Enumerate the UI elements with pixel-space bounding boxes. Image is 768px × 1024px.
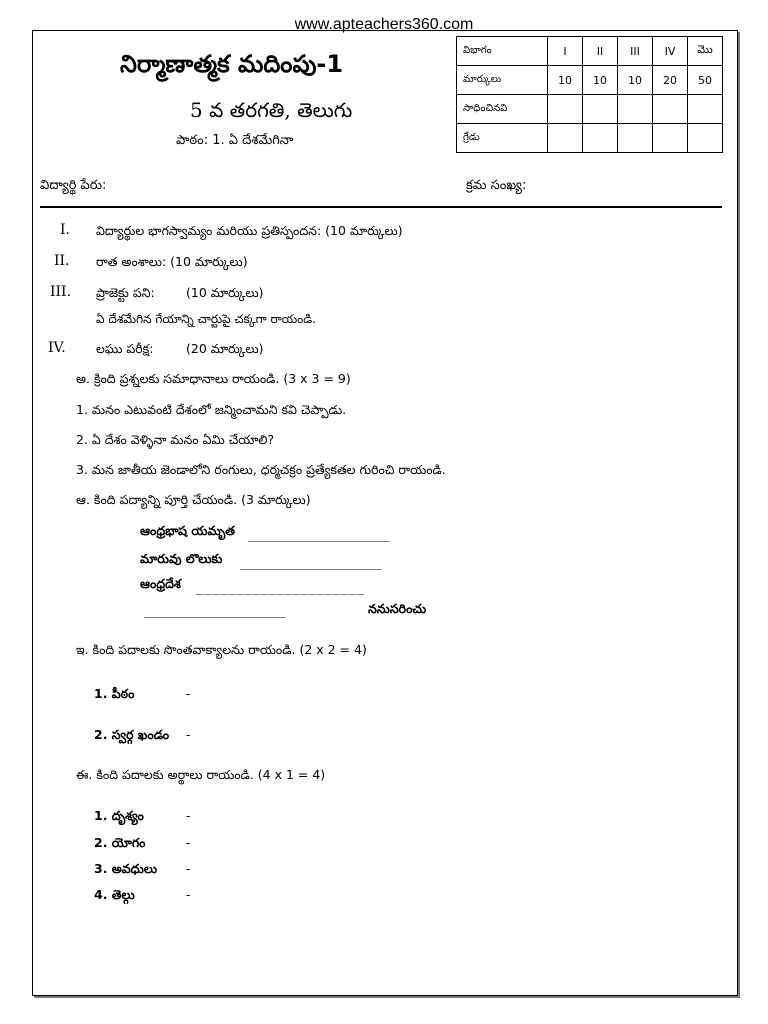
empty-cell[interactable] [688,95,723,124]
section-marks: (10 మార్కులు) [186,285,264,300]
question: 3. మన జాతీయ జెండాలోని రంగులు, ధర్మచక్రం ప్రత్యేకతల గురించి రాయండి. [76,462,446,477]
part-i-heading: ఇ. కింది పదాలకు సొంతవాక్యాలను రాయండి. (2 x 2 = 4) [76,642,367,657]
poem-line: ఆంధ్రభాష యమృత [140,523,235,538]
project-note: ఏ దేశమేగిన గేయాన్ని చార్టుపై చక్కగా రాయండి. [96,312,316,326]
table-cell: 20 [653,66,688,95]
table-cell: 10 [583,66,618,95]
dash: - [186,686,191,701]
part-a-heading: అ. క్రింది ప్రశ్నలకు సమాధానాలు రాయండి. (3 x 3 = 9) [76,371,351,386]
part-ii-heading: ఈ. కింది పదాలకు అర్థాలు రాయండి. (4 x 1 = 4) [76,767,326,782]
table-cell: గ్రేడు [457,124,548,153]
table-row [457,37,723,66]
question: 1. మనం ఎటువంటి దేశంలో జన్మించామని కవి చెప్పాడు. [76,402,347,417]
website-url[interactable]: www.apteachers360.com [294,16,474,33]
word-item: 2. స్వర్గ ఖండం [94,727,170,742]
table-cell: 10 [618,66,653,95]
table-row [457,124,723,153]
word-item: 4. తెల్గు [94,887,135,902]
poem-line: ననుసరించు [368,601,427,616]
dash: - [186,861,191,876]
empty-cell[interactable] [583,95,618,124]
section-number: I. [60,222,70,238]
table-cell: విభాగం [457,37,548,66]
section-text: ప్రాజెక్టు పని: [96,285,155,300]
table-cell: మార్కులు [457,66,548,95]
empty-cell[interactable] [548,95,583,124]
empty-cell[interactable] [653,124,688,153]
table-cell: సాధించినవి [457,95,548,124]
table-cell: I [548,37,583,66]
empty-cell[interactable] [618,95,653,124]
part-aa-heading: ఆ. కింది పద్యాన్ని పూర్తి చేయండి. (3 మార్కులు) [76,492,311,507]
empty-cell[interactable] [653,95,688,124]
section-marks: (20 మార్కులు) [186,341,264,356]
poem-line: ఆంధ్రదేశ [140,576,181,591]
roll-number-label: క్రమ సంఖ్య: [466,178,527,193]
empty-cell[interactable] [583,124,618,153]
answer-blank[interactable]: _____________________ [196,581,365,595]
table-row [457,95,723,124]
class-subject: 5 వ తరగతి, తెలుగు [190,98,353,122]
table-row [457,66,723,95]
table-cell: 10 [548,66,583,95]
dash: - [186,887,191,902]
empty-cell[interactable] [618,124,653,153]
answer-blank[interactable]: _____________________ [248,528,390,542]
empty-cell[interactable] [688,124,723,153]
answer-blank[interactable]: _____________________ [240,556,382,570]
word-item: 1. పీఠం [94,686,135,701]
table-cell: 50 [688,66,723,95]
section-number: II. [54,253,70,269]
table-cell: III [618,37,653,66]
section-text: విద్యార్థుల భాగస్వామ్యం మరియు ప్రతిస్పందన: (10 మార్కులు) [96,223,403,238]
dash: - [186,727,191,742]
section-number: III. [50,284,72,300]
word-item: 2. యోగం [94,835,146,850]
word-item: 3. అవధులు [94,861,158,876]
divider [40,206,722,208]
lesson-title: పాఠం: 1. ఏ దేశమేగినా [176,133,294,148]
poem-line: మారువు లొలుకు [140,551,223,566]
table-cell: II [583,37,618,66]
dash: - [186,808,191,823]
section-text: లఘు పరీక్ష: [96,341,154,356]
word-item: 1. దృశ్యం [94,808,144,823]
table-cell: IV [653,37,688,66]
section-number: IV. [48,340,66,356]
section-text: రాత అంశాలు: (10 మార్కులు) [96,254,248,269]
student-name-label: విద్యార్థి పేరు: [40,178,107,193]
question: 2. ఏ దేశం వెళ్ళినా మనం ఏమి చేయాలి? [76,432,275,447]
answer-blank[interactable]: _____________________ [144,604,286,618]
page-title: నిర్మాణాత్మక మదింపు-1 [120,50,344,78]
marks-table [456,36,723,153]
empty-cell[interactable] [548,124,583,153]
dash: - [186,835,191,850]
table-cell: మొ [688,37,723,66]
